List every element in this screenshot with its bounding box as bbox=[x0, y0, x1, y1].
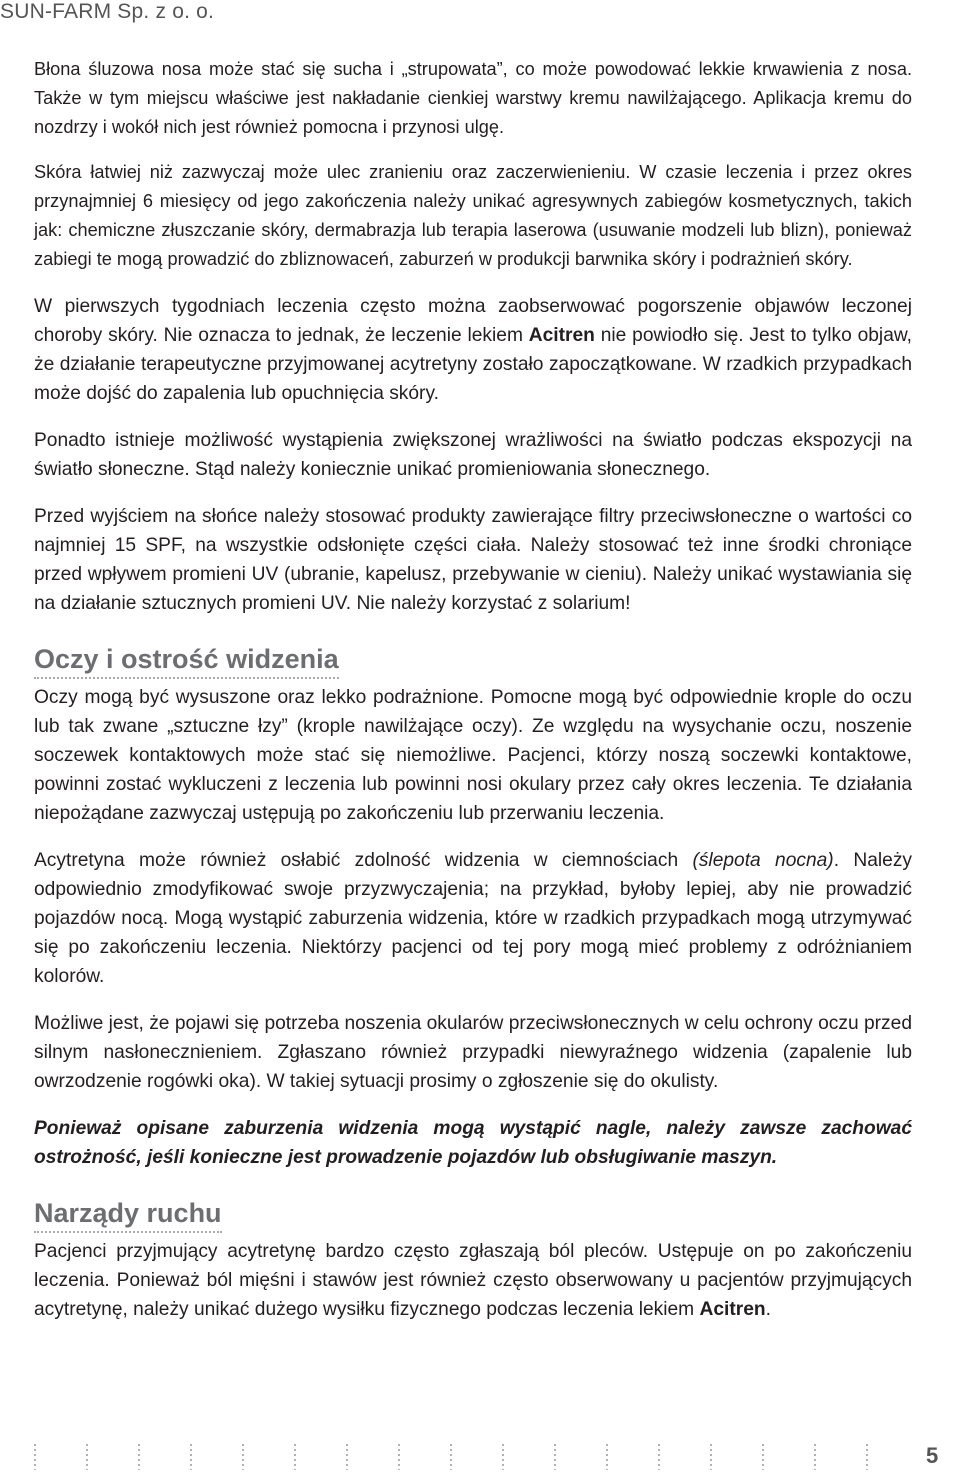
paragraph-skin-worsening bbox=[34, 292, 912, 408]
paragraph-night-blindness bbox=[34, 846, 912, 991]
paragraph-text: nie powiodło się. Jest to tylko objaw, że działanie terapeutyczne przyjmowanej acytretyny zostało zapoczątkowane. W rzadkich przypadkach może dojść do zapalenia lub opuchnięcia skóry. bbox=[34, 325, 912, 404]
paragraph-nose-mucosa: Błona śluzowa nosa może stać się sucha i „strupowata”, co może powodować lekkie krwawienia z nosa. Także w tym miejscu właściwe jest nakładanie cienkiej warstwy kremu nawilżającego. Aplikacja kremu do nozdrzy i wokół nich jest również pomocna i przynosi ulgę. bbox=[34, 59, 912, 137]
paragraph-text: Pacjenci przyjmujący acytretynę bardzo często zgłaszają ból pleców. Ustępuje on po zakończeniu leczenia. Ponieważ ból mięśni i stawów jest również często obserwowany u pacjentów przyjmujących acytretynę, należy unikać dużego wysiłku fizycznego podczas leczenia lekiem bbox=[34, 1241, 912, 1320]
paragraph-sun-protection: Przed wyjściem na słońce należy stosować produkty zawierające filtry przeciwsłoneczne o wartości co najmniej 15 SPF, na wszystkie odsłonięte części ciała. Należy stosować też inne środki chroniące przed wpływem promieni UV (ubranie, kapelusz, przebywanie w cieniu). Należy unikać wystawiania się na działanie sztucznych promieni UV. Nie należy korzystać z solarium! bbox=[34, 506, 912, 614]
paragraph-dry-eyes: Oczy mogą być wysuszone oraz lekko podrażnione. Pomocne mogą być odpowiednie krople do oczu lub tak zwane „sztuczne łzy” (krople nawilżające oczy). Ze względu na wysychanie oczu, noszenie soczewek kontaktowych może stać się niemożliwe. Pacjenci, którzy noszą soczewki kontaktowe, powinni zostać wykluczeni z leczenia lub powinni nosi okulary przez cały okres leczenia. Te działania niepożądane zazwyczaj ustępują po zakończeniu lub przerwaniu leczenia. bbox=[34, 687, 912, 824]
paragraph-text: . bbox=[765, 1299, 771, 1320]
driving-warning: Ponieważ opisane zaburzenia widzenia mogą wystąpić nagle, należy zawsze zachować ostrożność, jeśli konieczne jest prowadzenie pojazdów lub obsługiwanie maszyn. bbox=[34, 1118, 912, 1168]
section-title-eyes: Oczy i ostrość widzenia bbox=[34, 644, 339, 679]
drug-name: Acitren bbox=[699, 1299, 766, 1320]
company-header: SUN-FARM Sp. z o. o. bbox=[0, 0, 215, 23]
page-number: 5 bbox=[926, 1443, 939, 1468]
paragraph-text: . Należy odpowiednio zmodyfikować swoje przyzwyczajenia; na przykład, byłoby lepiej, aby nie prowadzić pojazdów nocą. Mogą wystąpić zaburzenia widzenia, które w rzadkich przypadkach mogą utrzymywać się po zakończeniu leczenia. Niektórzy pacjenci od tej pory mogą mieć problemy z odróżnianiem kolorów. bbox=[34, 850, 913, 987]
italic-term: (ślepota nocna) bbox=[692, 850, 834, 871]
paragraph-text: W pierwszych tygodniach leczenia często można zaobserwować pogorszenie objawów leczonej choroby skóry. Nie oznacza to jednak, że leczenie lekiem bbox=[34, 296, 912, 346]
paragraph-text: Acytretyna może również osłabić zdolność widzenia w ciemnościach bbox=[34, 850, 693, 871]
paragraph-sunglasses: Możliwe jest, że pojawi się potrzeba noszenia okularów przeciwsłonecznych w celu ochrony oczu przed silnym nasłonecznieniem. Zgłaszano również przypadki niewyraźnego widzenia (zapalenie lub owrzodzenie rogówki oka). W takiej sytuacji prosimy o zgłoszenie się do okulisty. bbox=[34, 1013, 912, 1092]
section-title-motion: Narządy ruchu bbox=[34, 1198, 222, 1233]
footer-dotted-rule bbox=[34, 1444, 894, 1470]
paragraph-light-sensitivity: Ponadto istnieje możliwość wystąpienia zwiększonej wrażliwości na światło podczas ekspozycji na światło słoneczne. Stąd należy koniecznie unikać promieniowania słonecznego. bbox=[34, 430, 912, 480]
paragraph-back-pain bbox=[34, 1237, 912, 1324]
drug-name: Acitren bbox=[528, 325, 595, 346]
paragraph-skin-injury: Skóra łatwiej niż zazwyczaj może ulec zranieniu oraz zaczerwienieniu. W czasie leczenia i przez okres przynajmniej 6 miesięcy od jego zakończenia należy unikać agresywnych zabiegów kosmetycznych, takich jak: chemiczne złuszczanie skóry, dermabrazja lub terapia laserowa (usuwanie modzeli lub blizn), ponieważ zabiegi te mogą prowadzić do zbliznowaceń, zaburzeń w produkcji barwnika skóry i podrażnień skóry. bbox=[34, 162, 912, 269]
leaflet-content bbox=[34, 55, 912, 1342]
